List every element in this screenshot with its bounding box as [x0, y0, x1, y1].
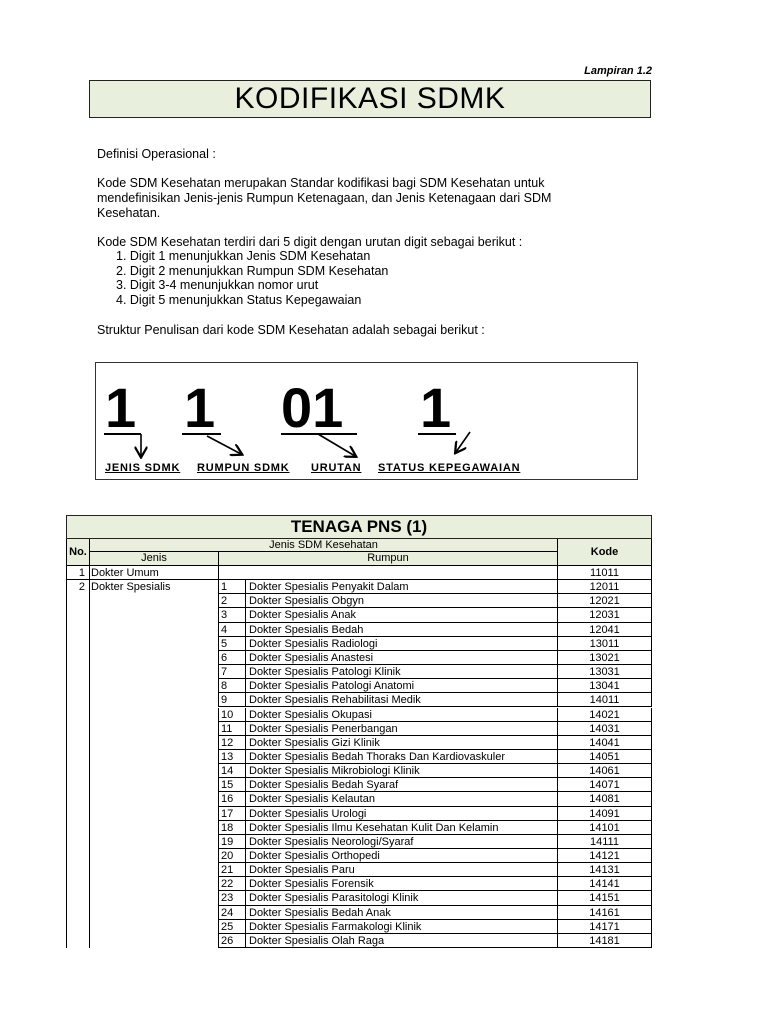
row-kode: 13041	[557, 679, 652, 693]
row-rumpun-no: 11	[218, 722, 245, 736]
row-kode: 12011	[557, 580, 652, 594]
table-row	[66, 637, 652, 651]
row-rumpun-no: 14	[218, 764, 245, 778]
row-no	[66, 821, 89, 835]
table-title: TENAGA PNS (1)	[66, 515, 652, 539]
row-rumpun-no: 8	[218, 679, 245, 693]
row-kode: 14011	[557, 693, 652, 707]
row-no	[66, 708, 89, 722]
row-jenis	[89, 891, 218, 905]
header-no: No.	[66, 539, 89, 566]
row-rumpun-no: 22	[218, 877, 245, 891]
table-row	[66, 594, 652, 608]
list-item: 1. Digit 1 menunjukkan Jenis SDM Kesehatan	[116, 249, 371, 263]
digit-status: 1	[420, 376, 452, 439]
table-row	[66, 778, 652, 792]
row-rumpun-name: Dokter Spesialis Kelautan	[245, 792, 557, 806]
row-no	[66, 637, 89, 651]
list-item: 2. Digit 2 menunjukkan Rumpun SDM Kesehatan	[116, 263, 389, 278]
table-row	[66, 906, 652, 920]
row-rumpun-name: Dokter Spesialis Obgyn	[245, 594, 557, 608]
row-kode: 14131	[557, 863, 652, 877]
row-rumpun-name: Dokter Spesialis Parasitologi Klinik	[245, 891, 557, 905]
digit-urutan: 01	[281, 376, 344, 439]
row-kode: 13011	[557, 637, 652, 651]
row-rumpun-name: Dokter Spesialis Anastesi	[245, 651, 557, 665]
row-no	[66, 623, 89, 637]
row-no	[66, 792, 89, 806]
row-rumpun-no: 7	[218, 665, 245, 679]
row-no	[66, 665, 89, 679]
row-jenis	[89, 821, 218, 835]
row-no	[66, 651, 89, 665]
row-kode: 14031	[557, 722, 652, 736]
label-rumpun-sdmk: RUMPUN SDMK	[197, 462, 290, 474]
row-jenis	[89, 651, 218, 665]
row-no	[66, 863, 89, 877]
table-row	[66, 722, 652, 736]
row-no	[66, 764, 89, 778]
table-row	[66, 764, 652, 778]
row-jenis	[89, 835, 218, 849]
row-no	[66, 594, 89, 608]
row-rumpun-no: 18	[218, 821, 245, 835]
table-row	[66, 623, 652, 637]
row-rumpun-no: 19	[218, 835, 245, 849]
row-rumpun-no: 10	[218, 708, 245, 722]
table-left-border	[66, 539, 67, 948]
table-row	[66, 877, 652, 891]
row-jenis	[89, 637, 218, 651]
row-kode: 14151	[557, 891, 652, 905]
row-no	[66, 679, 89, 693]
row-jenis	[89, 934, 218, 948]
row-rumpun-name: Dokter Spesialis Patologi Klinik	[245, 665, 557, 679]
table-row	[66, 934, 652, 948]
label-urutan: URUTAN	[311, 462, 362, 474]
row-kode: 14141	[557, 877, 652, 891]
row-kode: 12021	[557, 594, 652, 608]
row-rumpun-name: Dokter Spesialis Mikrobiologi Klinik	[245, 764, 557, 778]
row-rumpun-name: Dokter Spesialis Paru	[245, 863, 557, 877]
row-no	[66, 849, 89, 863]
table-row	[66, 608, 652, 622]
row-kode: 14091	[557, 807, 652, 821]
row-rumpun-name: Dokter Spesialis Bedah	[245, 623, 557, 637]
row-no	[66, 891, 89, 905]
row-jenis	[89, 792, 218, 806]
row-rumpun-no: 1	[218, 580, 245, 594]
row-jenis	[89, 665, 218, 679]
row-kode: 14051	[557, 750, 652, 764]
row-rumpun-no	[218, 566, 245, 580]
header-jenis-sdm: Jenis SDM Kesehatan	[89, 539, 557, 552]
row-kode: 14081	[557, 792, 652, 806]
row-rumpun-name: Dokter Spesialis Penyakit Dalam	[245, 580, 557, 594]
row-rumpun-no: 20	[218, 849, 245, 863]
struktur-text: Struktur Penulisan dari kode SDM Kesehatan adalah sebagai berikut :	[97, 323, 485, 337]
row-jenis	[89, 750, 218, 764]
row-rumpun-no: 4	[218, 623, 245, 637]
row-rumpun-no: 13	[218, 750, 245, 764]
digit-jenis: 1	[105, 376, 137, 439]
digit-rumpun: 1	[184, 376, 216, 439]
row-kode: 12041	[557, 623, 652, 637]
list-item: 3. Digit 3-4 menunjukkan nomor urut	[116, 278, 319, 293]
row-rumpun-no: 26	[218, 934, 245, 948]
row-kode: 14181	[557, 934, 652, 948]
row-jenis	[89, 693, 218, 707]
row-rumpun-name: Dokter Spesialis Olah Raga	[245, 934, 557, 948]
row-jenis	[89, 623, 218, 637]
row-rumpun-no: 25	[218, 920, 245, 934]
row-rumpun-no: 12	[218, 736, 245, 750]
row-no	[66, 877, 89, 891]
row-kode: 14041	[557, 736, 652, 750]
table-row	[66, 750, 652, 764]
row-no	[66, 920, 89, 934]
row-rumpun-name: Dokter Spesialis Bedah Syaraf	[245, 778, 557, 792]
row-jenis	[89, 906, 218, 920]
definisi-label: Definisi Operasional :	[97, 147, 216, 161]
header-jenis: Jenis	[89, 552, 218, 566]
row-no	[66, 693, 89, 707]
header-rumpun: Rumpun	[218, 552, 557, 566]
row-jenis	[89, 722, 218, 736]
row-jenis	[89, 849, 218, 863]
row-no	[66, 934, 89, 948]
row-jenis	[89, 807, 218, 821]
row-rumpun-name: Dokter Spesialis Anak	[245, 608, 557, 622]
row-rumpun-no: 16	[218, 792, 245, 806]
row-jenis	[89, 594, 218, 608]
definisi-text: Kode SDM Kesehatan merupakan Standar kodifikasi bagi SDM Kesehatan untuk mendefinisikan Jenis-jenis Rumpun Ketenagaan, dan Jenis Ketenagaan dari SDM Kesehatan.	[97, 176, 552, 220]
table-row	[66, 693, 652, 707]
table-row	[66, 665, 652, 679]
label-status-kepegawaian: STATUS KEPEGAWAIAN	[378, 462, 521, 474]
row-rumpun-no: 17	[218, 807, 245, 821]
row-rumpun-no: 5	[218, 637, 245, 651]
row-rumpun-name: Dokter Spesialis Neorologi/Syaraf	[245, 835, 557, 849]
row-rumpun-name: Dokter Spesialis Bedah Anak	[245, 906, 557, 920]
row-rumpun-no: 15	[218, 778, 245, 792]
row-no	[66, 750, 89, 764]
row-jenis	[89, 920, 218, 934]
row-rumpun-no: 2	[218, 594, 245, 608]
table-row	[66, 863, 652, 877]
table-row	[66, 891, 652, 905]
row-rumpun-name: Dokter Spesialis Orthopedi	[245, 849, 557, 863]
digit-intro: Kode SDM Kesehatan terdiri dari 5 digit dengan urutan digit sebagai berikut :	[97, 235, 523, 249]
row-jenis	[89, 764, 218, 778]
row-kode: 13021	[557, 651, 652, 665]
row-no	[66, 736, 89, 750]
row-jenis: Dokter Spesialis	[91, 581, 171, 594]
row-kode: 14121	[557, 849, 652, 863]
row-jenis	[89, 679, 218, 693]
table-row	[66, 736, 652, 750]
row-rumpun-name: Dokter Spesialis Penerbangan	[245, 722, 557, 736]
row-kode: 12031	[557, 608, 652, 622]
row-rumpun-no: 3	[218, 608, 245, 622]
table-row	[66, 580, 652, 594]
row-rumpun-name: Dokter Spesialis Radiologi	[245, 637, 557, 651]
row-rumpun-name: Dokter Spesialis Farmakologi Klinik	[245, 920, 557, 934]
row-rumpun-no: 21	[218, 863, 245, 877]
row-rumpun-no: 9	[218, 693, 245, 707]
digit-list	[116, 249, 388, 307]
table-row	[66, 835, 652, 849]
table-row	[66, 920, 652, 934]
row-no: 2	[78, 581, 85, 594]
table-row	[66, 792, 652, 806]
row-rumpun-name: Dokter Spesialis Patologi Anatomi	[245, 679, 557, 693]
row-kode: 11011	[557, 566, 652, 580]
row-jenis	[89, 778, 218, 792]
table-row	[66, 849, 652, 863]
row-rumpun-name: Dokter Spesialis Gizi Klinik	[245, 736, 557, 750]
row-rumpun-no: 23	[218, 891, 245, 905]
row-no: 1	[66, 566, 89, 580]
row-kode: 13031	[557, 665, 652, 679]
label-jenis-sdmk: JENIS SDMK	[105, 462, 181, 474]
row-rumpun-no: 24	[218, 906, 245, 920]
page-title: KODIFIKASI SDMK	[89, 80, 651, 118]
table-row	[66, 807, 652, 821]
row-no	[66, 722, 89, 736]
row-no	[66, 807, 89, 821]
table-row	[66, 679, 652, 693]
table-row	[66, 708, 652, 722]
row-kode: 14161	[557, 906, 652, 920]
row-kode: 14101	[557, 821, 652, 835]
row-no	[66, 608, 89, 622]
row-kode: 14061	[557, 764, 652, 778]
row-rumpun-name: Dokter Spesialis Ilmu Kesehatan Kulit Dan Kelamin	[245, 821, 557, 835]
row-rumpun-name: Dokter Spesialis Okupasi	[245, 708, 557, 722]
row-rumpun-name: Dokter Spesialis Bedah Thoraks Dan Kardiovaskuler	[245, 750, 557, 764]
table-no-divider	[89, 566, 90, 948]
row-no	[66, 835, 89, 849]
table-row	[66, 566, 652, 580]
table-row	[66, 821, 652, 835]
row-no	[66, 906, 89, 920]
row-jenis	[89, 608, 218, 622]
row-jenis	[89, 877, 218, 891]
row-no	[66, 778, 89, 792]
row-jenis	[89, 708, 218, 722]
row-rumpun-name: Dokter Spesialis Rehabilitasi Medik	[245, 693, 557, 707]
row-kode: 14171	[557, 920, 652, 934]
list-item: 4. Digit 5 menunjukkan Status Kepegawaian	[116, 292, 362, 307]
row-kode: 14071	[557, 778, 652, 792]
row-rumpun-name: Dokter Spesialis Forensik	[245, 877, 557, 891]
lampiran-label: Lampiran 1.2	[584, 65, 652, 77]
row-rumpun-no: 6	[218, 651, 245, 665]
row-rumpun-name	[245, 566, 557, 580]
row-kode: 14111	[557, 835, 652, 849]
row-jenis: Dokter Umum	[89, 566, 218, 580]
row-jenis	[89, 863, 218, 877]
header-kode: Kode	[557, 539, 652, 566]
row-kode: 14021	[557, 708, 652, 722]
row-jenis	[89, 736, 218, 750]
row-rumpun-name: Dokter Spesialis Urologi	[245, 807, 557, 821]
table-row	[66, 651, 652, 665]
